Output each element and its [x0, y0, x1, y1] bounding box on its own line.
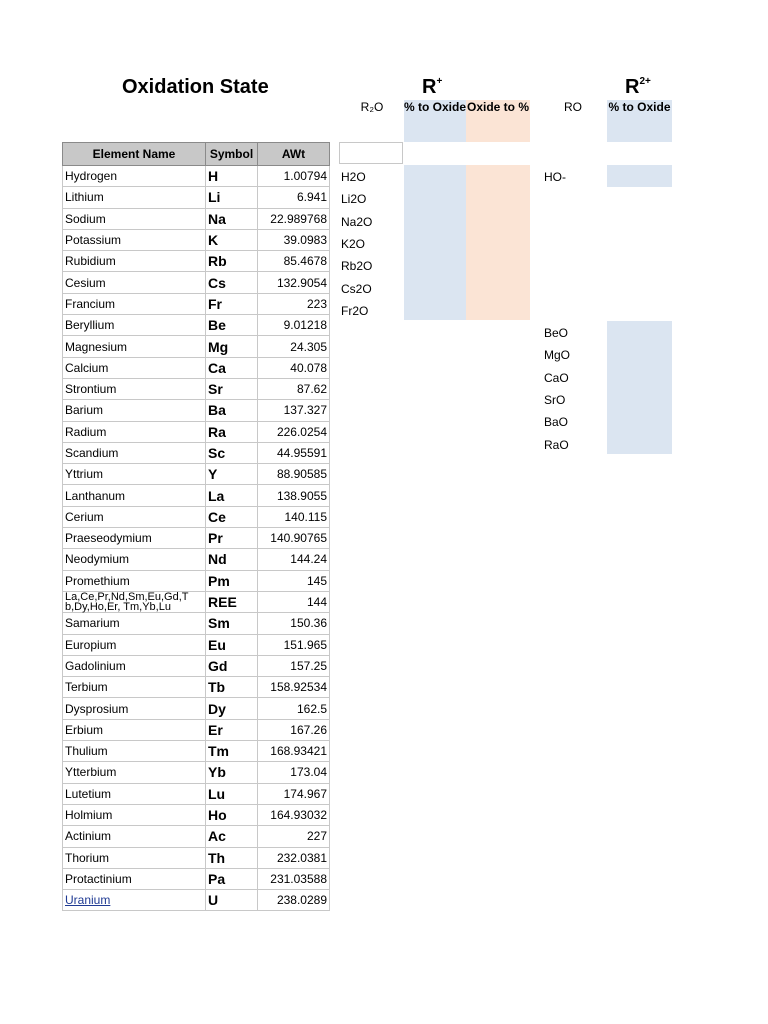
element-name-cell: Praeseodymium: [63, 528, 206, 549]
r2o-oxide-label: Cs2O: [341, 281, 372, 296]
table-row: [63, 293, 330, 314]
atomic-weight-cell: 138.9055: [258, 485, 330, 506]
atomic-weight-cell: 9.01218: [258, 315, 330, 336]
element-table: [62, 142, 330, 911]
element-name-cell: Erbium: [63, 719, 206, 740]
atomic-weight-cell: 157.25: [258, 655, 330, 676]
element-name-link[interactable]: Uranium: [65, 893, 111, 908]
table-row: [63, 890, 330, 911]
element-symbol-cell: Eu: [206, 634, 258, 655]
atomic-weight-cell: 88.90585: [258, 464, 330, 485]
table-row: [63, 634, 330, 655]
atomic-weight-cell: 22.989768: [258, 208, 330, 229]
element-name-cell[interactable]: [63, 890, 206, 911]
element-symbol-cell: Rb: [206, 251, 258, 272]
element-name-cell: Thorium: [63, 847, 206, 868]
element-symbol-cell: Ba: [206, 400, 258, 421]
element-symbol-cell: K: [206, 229, 258, 250]
atomic-weight-cell: 39.0983: [258, 229, 330, 250]
ro-oxide-label: CaO: [544, 370, 569, 385]
atomic-weight-cell: 231.03588: [258, 868, 330, 889]
empty-selected-cell[interactable]: [339, 142, 403, 164]
element-symbol-cell: Ce: [206, 506, 258, 527]
atomic-weight-cell: 132.9054: [258, 272, 330, 293]
pct-to-oxide-subheader-2: % to Oxide: [607, 100, 672, 142]
r-plus-header: [422, 76, 442, 99]
table-row: [63, 251, 330, 272]
table-row: [63, 613, 330, 634]
atomic-weight-cell: 137.327: [258, 400, 330, 421]
atomic-weight-cell: 164.93032: [258, 804, 330, 825]
r2o-oxide-label: Na2O: [341, 214, 373, 229]
element-name-cell: Dysprosium: [63, 698, 206, 719]
element-name-cell: Francium: [63, 293, 206, 314]
element-name-cell: Cerium: [63, 506, 206, 527]
element-name-cell: Samarium: [63, 613, 206, 634]
r-2plus-header: [625, 76, 651, 99]
table-row: [63, 357, 330, 378]
ro-oxide-label: BaO: [544, 415, 569, 430]
r2o-oxide-label: Fr2O: [341, 303, 369, 318]
element-name-cell: Neodymium: [63, 549, 206, 570]
element-symbol-cell: Pa: [206, 868, 258, 889]
table-row: [63, 378, 330, 399]
table-row: [63, 719, 330, 740]
element-symbol-cell: Ca: [206, 357, 258, 378]
element-symbol-cell: Li: [206, 187, 258, 208]
r-plus-superscript: +: [436, 76, 443, 87]
atomic-weight-cell: 174.967: [258, 783, 330, 804]
atomic-weight-cell: 238.0289: [258, 890, 330, 911]
element-symbol-cell: Dy: [206, 698, 258, 719]
element-name-cell: Thulium: [63, 741, 206, 762]
pct-to-oxide-subheader-1: % to Oxide: [404, 100, 466, 142]
atomic-weight-cell: 44.95591: [258, 442, 330, 463]
atomic-weight-cell: 226.0254: [258, 421, 330, 442]
atomic-weight-cell: 140.115: [258, 506, 330, 527]
element-name-cell: Yttrium: [63, 464, 206, 485]
ro-pct-column-fill: [607, 321, 672, 454]
table-header-row: [63, 143, 330, 166]
atomic-weight-cell: 167.26: [258, 719, 330, 740]
table-row: [63, 826, 330, 847]
atomic-weight-cell: 144: [258, 591, 330, 612]
table-row: [63, 166, 330, 187]
atomic-weight-cell: 40.078: [258, 357, 330, 378]
column-header-name: Element Name: [63, 143, 206, 166]
element-name-cell: Potassium: [63, 229, 206, 250]
atomic-weight-cell: 140.90765: [258, 528, 330, 549]
element-name-cell: Lutetium: [63, 783, 206, 804]
r2o-oxide-to-pct-column-fill: [466, 165, 530, 320]
table-row: [63, 464, 330, 485]
table-row: [63, 847, 330, 868]
ro-oxide-label: HO-: [544, 170, 566, 184]
atomic-weight-cell: 6.941: [258, 187, 330, 208]
atomic-weight-cell: 150.36: [258, 613, 330, 634]
table-row: [63, 741, 330, 762]
atomic-weight-cell: 232.0381: [258, 847, 330, 868]
element-name-cell: Cesium: [63, 272, 206, 293]
element-symbol-cell: Fr: [206, 293, 258, 314]
table-row: [63, 549, 330, 570]
atomic-weight-cell: 162.5: [258, 698, 330, 719]
atomic-weight-cell: 145: [258, 570, 330, 591]
r2o-oxide-label: K2O: [341, 236, 366, 251]
table-row: [63, 485, 330, 506]
atomic-weight-cell: 24.305: [258, 336, 330, 357]
element-name-cell: Strontium: [63, 378, 206, 399]
r-plus-letter: R: [422, 76, 437, 98]
element-name-cell: Calcium: [63, 357, 206, 378]
element-symbol-cell: Yb: [206, 762, 258, 783]
r2o-oxide-label: Rb2O: [341, 259, 373, 274]
element-symbol-cell: Ra: [206, 421, 258, 442]
element-name-cell: La,Ce,Pr,Nd,Sm,Eu,Gd,T b,Dy,Ho,Er, Tm,Yb,Lu: [63, 591, 206, 612]
table-row: [63, 442, 330, 463]
element-name-cell: Barium: [63, 400, 206, 421]
element-name-cell: Lanthanum: [63, 485, 206, 506]
table-row: [63, 868, 330, 889]
table-row: [63, 208, 330, 229]
atomic-weight-cell: 87.62: [258, 378, 330, 399]
atomic-weight-cell: 144.24: [258, 549, 330, 570]
table-row: [63, 698, 330, 719]
ro-oxide-label: RaO: [544, 437, 569, 452]
atomic-weight-cell: 1.00794: [258, 166, 330, 187]
oxide-to-pct-subheader: Oxide to %: [466, 100, 530, 142]
ro-subheader: RO: [564, 100, 582, 114]
atomic-weight-cell: 151.965: [258, 634, 330, 655]
element-symbol-cell: REE: [206, 591, 258, 612]
element-name-cell: Ytterbium: [63, 762, 206, 783]
element-name-cell: Hydrogen: [63, 166, 206, 187]
element-symbol-cell: Tb: [206, 677, 258, 698]
table-row: [63, 677, 330, 698]
r2o-oxide-label: H2O: [341, 170, 366, 184]
atomic-weight-cell: 173.04: [258, 762, 330, 783]
element-name-cell: Sodium: [63, 208, 206, 229]
table-row: [63, 804, 330, 825]
element-symbol-cell: Pr: [206, 528, 258, 549]
element-symbol-cell: Sc: [206, 442, 258, 463]
element-name-cell: Europium: [63, 634, 206, 655]
table-row: [63, 400, 330, 421]
r-2plus-superscript: 2+: [639, 76, 651, 87]
table-row: [63, 528, 330, 549]
element-name-cell: Protactinium: [63, 868, 206, 889]
element-name-cell: Gadolinium: [63, 655, 206, 676]
element-symbol-cell: Th: [206, 847, 258, 868]
element-symbol-cell: Tm: [206, 741, 258, 762]
table-row: [63, 272, 330, 293]
ro-pct-h-fill: [607, 165, 672, 187]
table-row: [63, 570, 330, 591]
atomic-weight-cell: 85.4678: [258, 251, 330, 272]
element-symbol-cell: Nd: [206, 549, 258, 570]
table-row: [63, 421, 330, 442]
r2o-pct-column-fill: [404, 165, 466, 320]
r-2plus-letter: R: [625, 76, 640, 98]
element-name-cell: Rubidium: [63, 251, 206, 272]
r2o-oxide-label: Li2O: [341, 192, 367, 207]
element-symbol-cell: Mg: [206, 336, 258, 357]
table-row: [63, 762, 330, 783]
element-name-cell: Actinium: [63, 826, 206, 847]
ro-oxide-label: SrO: [544, 393, 566, 407]
element-name-cell: Radium: [63, 421, 206, 442]
page-title: Oxidation State: [122, 76, 269, 98]
element-name-cell: Promethium: [63, 570, 206, 591]
element-symbol-cell: Cs: [206, 272, 258, 293]
table-row: [63, 506, 330, 527]
table-row: [63, 187, 330, 208]
element-symbol-cell: Y: [206, 464, 258, 485]
element-name-cell: Lithium: [63, 187, 206, 208]
element-symbol-cell: Ho: [206, 804, 258, 825]
element-symbol-cell: Lu: [206, 783, 258, 804]
element-name-cell: Beryllium: [63, 315, 206, 336]
element-name-cell: Terbium: [63, 677, 206, 698]
element-symbol-cell: Pm: [206, 570, 258, 591]
element-symbol-cell: Be: [206, 315, 258, 336]
table-row: [63, 591, 330, 612]
element-name-cell: Holmium: [63, 804, 206, 825]
column-header-awt: AWt: [258, 143, 330, 166]
column-header-symbol: Symbol: [206, 143, 258, 166]
table-row: [63, 315, 330, 336]
atomic-weight-cell: 168.93421: [258, 741, 330, 762]
element-symbol-cell: U: [206, 890, 258, 911]
element-symbol-cell: La: [206, 485, 258, 506]
element-symbol-cell: Gd: [206, 655, 258, 676]
table-row: [63, 655, 330, 676]
element-symbol-cell: Sm: [206, 613, 258, 634]
element-symbol-cell: Ac: [206, 826, 258, 847]
element-symbol-cell: Er: [206, 719, 258, 740]
ro-oxide-label: MgO: [544, 348, 571, 363]
table-row: [63, 229, 330, 250]
r2o-subheader: R₂O: [360, 100, 384, 114]
element-symbol-cell: Sr: [206, 378, 258, 399]
element-name-cell: Scandium: [63, 442, 206, 463]
atomic-weight-cell: 158.92534: [258, 677, 330, 698]
element-symbol-cell: Na: [206, 208, 258, 229]
atomic-weight-cell: 227: [258, 826, 330, 847]
atomic-weight-cell: 223: [258, 293, 330, 314]
element-symbol-cell: H: [206, 166, 258, 187]
table-row: [63, 783, 330, 804]
ro-oxide-label: BeO: [544, 326, 569, 341]
table-row: [63, 336, 330, 357]
element-name-cell: Magnesium: [63, 336, 206, 357]
